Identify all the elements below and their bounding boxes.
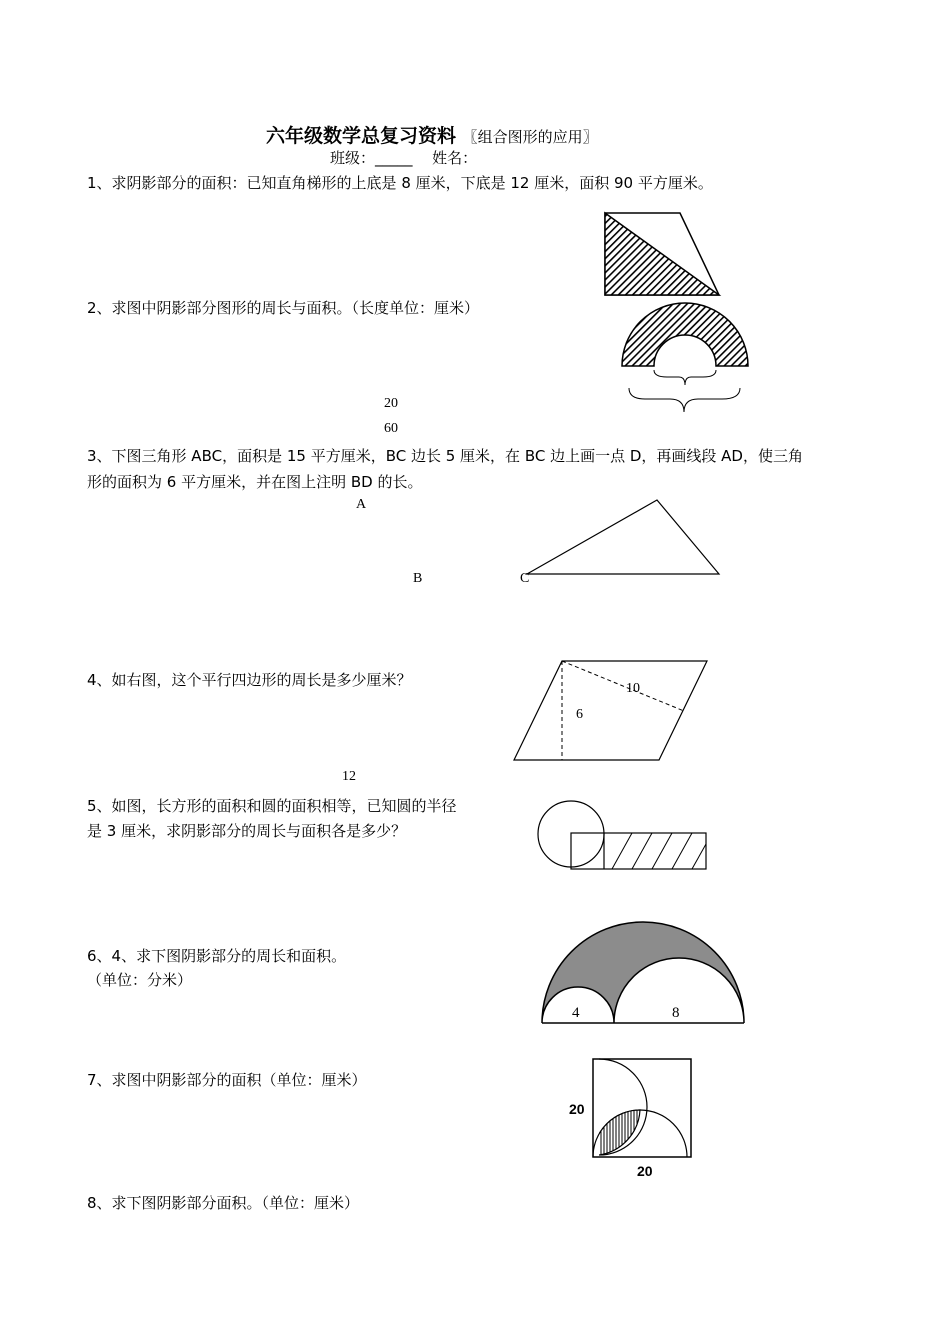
- question-8: 8、求下图阴影部分面积。（单位：厘米）: [87, 1194, 360, 1212]
- q3-label-b: B: [413, 571, 423, 586]
- q6-label-8: 8: [672, 1005, 680, 1021]
- q2-label-inner: 20: [384, 396, 398, 411]
- question-6-line-1: 6、4、求下图阴影部分的周长和面积。: [87, 947, 347, 965]
- question-5-line-2: 是 3 厘米，求阴影部分的周长与面积各是多少？: [87, 822, 407, 840]
- q7-label-bottom: 20: [637, 1163, 653, 1179]
- q4-label-10: 10: [626, 681, 640, 696]
- question-5-line-1: 5、如图，长方形的面积和圆的面积相等，已知圆的半径: [87, 797, 457, 815]
- q3-label-a: A: [356, 497, 367, 512]
- q2-label-outer: 60: [384, 421, 398, 436]
- class-label: 班级：_____: [330, 149, 413, 167]
- q6-label-4: 4: [572, 1005, 580, 1021]
- name-label: 姓名：: [432, 149, 478, 167]
- q4-label-6: 6: [576, 707, 583, 722]
- title-sub: 〖组合图形的应用〗: [462, 128, 598, 146]
- q3-label-c: C: [520, 571, 530, 586]
- question-1: 1、求阴影部分的面积：已知直角梯形的上底是 8 厘米，下底是 12 厘米，面积 90 平方厘米。: [87, 174, 713, 192]
- q7-shaded-lens: [593, 1110, 640, 1157]
- question-3-line-1: 3、下图三角形 ABC，面积是 15 平方厘米，BC 边长 5 厘米，在 BC 边上画一点 D，再画线段 AD，使三角: [87, 447, 803, 465]
- q7-label-side: 20: [569, 1101, 585, 1117]
- title-main: 六年级数学总复习资料: [266, 125, 457, 147]
- question-2: 2、求图中阴影部分图形的周长与面积。（长度单位：厘米）: [87, 299, 480, 317]
- question-6-line-2: （单位：分米）: [87, 971, 193, 989]
- question-3-line-2: 形的面积为 6 平方厘米，并在图上注明 BD 的长。: [87, 473, 423, 491]
- q4-label-12: 12: [342, 769, 356, 784]
- question-7: 7、求图中阴影部分的面积（单位：厘米）: [87, 1071, 367, 1089]
- question-4: 4、如右图，这个平行四边形的周长是多少厘米？: [87, 671, 412, 689]
